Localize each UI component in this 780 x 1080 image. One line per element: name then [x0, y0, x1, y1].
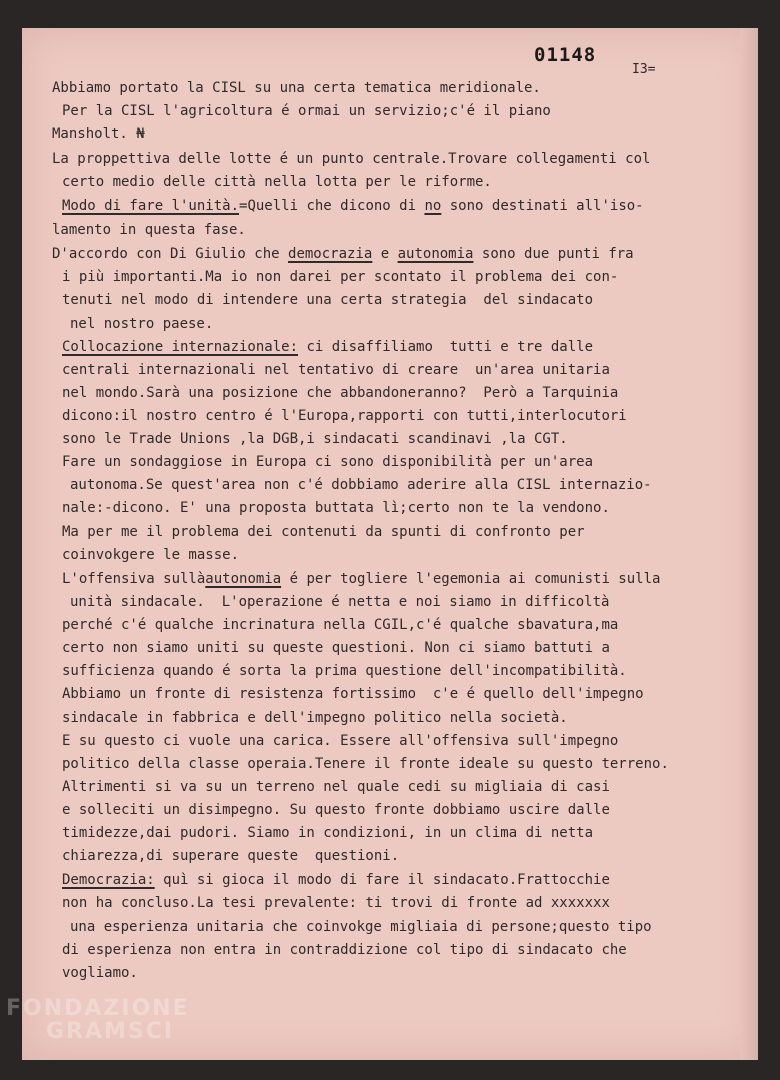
- text-line: [62, 103, 551, 119]
- text-segment: Abbiamo un fronte di resistenza fortissimo c'e é quello dell'impegno: [62, 686, 644, 702]
- text-segment: Mansholt. ₦: [52, 126, 145, 142]
- text-segment: coinvokgere le masse.: [62, 547, 240, 563]
- text-line: [62, 895, 610, 911]
- text-line: [62, 617, 618, 633]
- text-line: [62, 756, 669, 772]
- typewritten-page: [22, 28, 758, 1060]
- underlined-text: autonomia: [205, 571, 282, 587]
- text-segment: non ha concluso.La tesi prevalente: ti trovi di fronte ad xxxxxxx: [62, 895, 610, 911]
- text-line: [62, 174, 492, 190]
- text-line: [62, 848, 399, 864]
- text-line: [62, 825, 593, 841]
- text-line: [70, 316, 213, 332]
- text-segment: certo non siamo uniti su queste questioni. Non ci siamo battuti a: [62, 640, 610, 656]
- underlined-text: democrazia: [288, 246, 373, 262]
- underlined-text: autonomia: [397, 246, 474, 262]
- text-segment: chiarezza,di superare queste questioni.: [62, 848, 400, 864]
- text-line: [62, 269, 618, 285]
- watermark-line-2: GRAMSCI: [46, 1019, 175, 1044]
- text-segment: nale:-dicono. E' una proposta buttata lì;certo non te la vendono.: [62, 500, 610, 516]
- text-segment: tenuti nel modo di intendere una certa strategia del sindacato: [62, 292, 594, 308]
- text-segment: Ma per me il problema dei contenuti da spunti di confronto per: [62, 524, 585, 540]
- text-line: [62, 686, 644, 702]
- text-segment: sono le Trade Unions ,la DGB,i sindacati scandinavi ,la CGT.: [62, 431, 568, 447]
- text-line: [62, 198, 644, 214]
- text-segment: timidezze,dai pudori. Siamo in condizioni, in un clima di netta: [62, 825, 594, 841]
- text-segment: sufficienza quando é sorta la prima questione dell'incompatibilità.: [62, 663, 627, 679]
- text-line: [70, 477, 652, 493]
- text-segment: sono destinati all'iso-: [441, 198, 644, 214]
- text-segment: unità sindacale. L'operazione é netta e noi siamo in difficoltà: [70, 594, 610, 610]
- text-line: [70, 594, 609, 610]
- text-line: [62, 733, 618, 749]
- watermark-line-1: FONDAZIONE: [6, 996, 190, 1021]
- text-line: [62, 385, 618, 401]
- text-line: [62, 640, 610, 656]
- text-line: [62, 339, 593, 355]
- underlined-text: Democrazia:: [62, 872, 155, 888]
- text-line: [62, 500, 610, 516]
- text-segment: Abbiamo portato la CISL su una certa tematica meridionale.: [52, 80, 541, 96]
- text-segment: lamento in questa fase.: [52, 222, 246, 238]
- text-segment: ci disaffiliamo tutti e tre dalle: [298, 339, 594, 355]
- text-line: [62, 292, 593, 308]
- underlined-text: Collocazione internazionale:: [62, 339, 299, 355]
- text-segment: certo medio delle città nella lotta per le riforme.: [62, 174, 492, 190]
- text-line: [62, 431, 568, 447]
- text-segment: L'offensiva sullà: [62, 571, 206, 587]
- text-line: [52, 126, 145, 142]
- text-segment: La proppettiva delle lotte é un punto centrale.Trovare collegamenti col: [52, 151, 651, 167]
- text-line: [62, 547, 239, 563]
- text-segment: sono due punti fra: [473, 246, 634, 262]
- text-segment: di esperienza non entra in contraddizione col tipo di sindacato che: [62, 942, 627, 958]
- text-line: [62, 362, 610, 378]
- text-segment: perché c'é qualche incrinatura nella CGIL,c'é qualche sbavatura,ma: [62, 617, 619, 633]
- text-segment: Fare un sondaggiose in Europa ci sono disponibilità per un'area: [62, 454, 594, 470]
- text-line: [52, 151, 650, 167]
- text-line: [52, 246, 634, 262]
- text-line: [62, 942, 627, 958]
- text-segment: centrali internazionali nel tentativo di creare un'area unitaria: [62, 362, 610, 378]
- text-line: [62, 524, 585, 540]
- text-line: [52, 222, 246, 238]
- text-segment: autonoma.Se quest'area non c'é dobbiamo aderire alla CISL internazio-: [70, 477, 652, 493]
- text-segment: D'accordo con Di Giulio che: [52, 246, 289, 262]
- text-segment: dicono:il nostro centro é l'Europa,rapporti con tutti,interlocutori: [62, 408, 627, 424]
- text-segment: una esperienza unitaria che coinvokge migliaia di persone;questo tipo: [70, 919, 652, 935]
- text-segment: sindacale in fabbrica e dell'impegno politico nella società.: [62, 710, 568, 726]
- text-line: [62, 802, 610, 818]
- text-line: [62, 872, 610, 888]
- underlined-text: Modo di fare l'unità.: [62, 198, 240, 214]
- text-line: [52, 80, 541, 96]
- text-segment: e: [372, 246, 398, 262]
- text-segment: quì si gioca il modo di fare il sindacato.Frattocchie: [154, 872, 610, 888]
- text-segment: E su questo ci vuole una carica. Essere all'offensiva sull'impegno: [62, 733, 619, 749]
- document-number: 01148: [534, 44, 597, 66]
- text-line: [62, 663, 627, 679]
- text-segment: e solleciti un disimpegno. Su questo fronte dobbiamo uscire dalle: [62, 802, 610, 818]
- text-segment: Per la CISL l'agricoltura é ormai un servizio;c'é il piano: [62, 103, 551, 119]
- text-line: [62, 408, 627, 424]
- text-segment: nel nostro paese.: [70, 316, 214, 332]
- text-segment: =Quelli che dicono di: [239, 198, 425, 214]
- text-line: [70, 919, 652, 935]
- underlined-text: no: [424, 198, 442, 214]
- text-segment: i più importanti.Ma io non darei per scontato il problema dei con-: [62, 269, 619, 285]
- page-edge: [740, 28, 758, 1060]
- archive-watermark: [6, 996, 190, 1044]
- text-line: [62, 571, 660, 587]
- text-segment: Altrimenti si va su un terreno nel quale cedi su migliaia di casi: [62, 779, 610, 795]
- text-line: [62, 454, 593, 470]
- text-segment: nel mondo.Sarà una posizione che abbandoneranno? Però a Tarquinia: [62, 385, 619, 401]
- text-line: [62, 779, 610, 795]
- text-line: [62, 710, 568, 726]
- text-line: [62, 965, 138, 981]
- text-segment: é per togliere l'egemonia ai comunisti sulla: [281, 571, 661, 587]
- page-number: I3=: [632, 62, 656, 77]
- text-segment: vogliamo.: [62, 965, 138, 981]
- text-segment: politico della classe operaia.Tenere il fronte ideale su questo terreno.: [62, 756, 669, 772]
